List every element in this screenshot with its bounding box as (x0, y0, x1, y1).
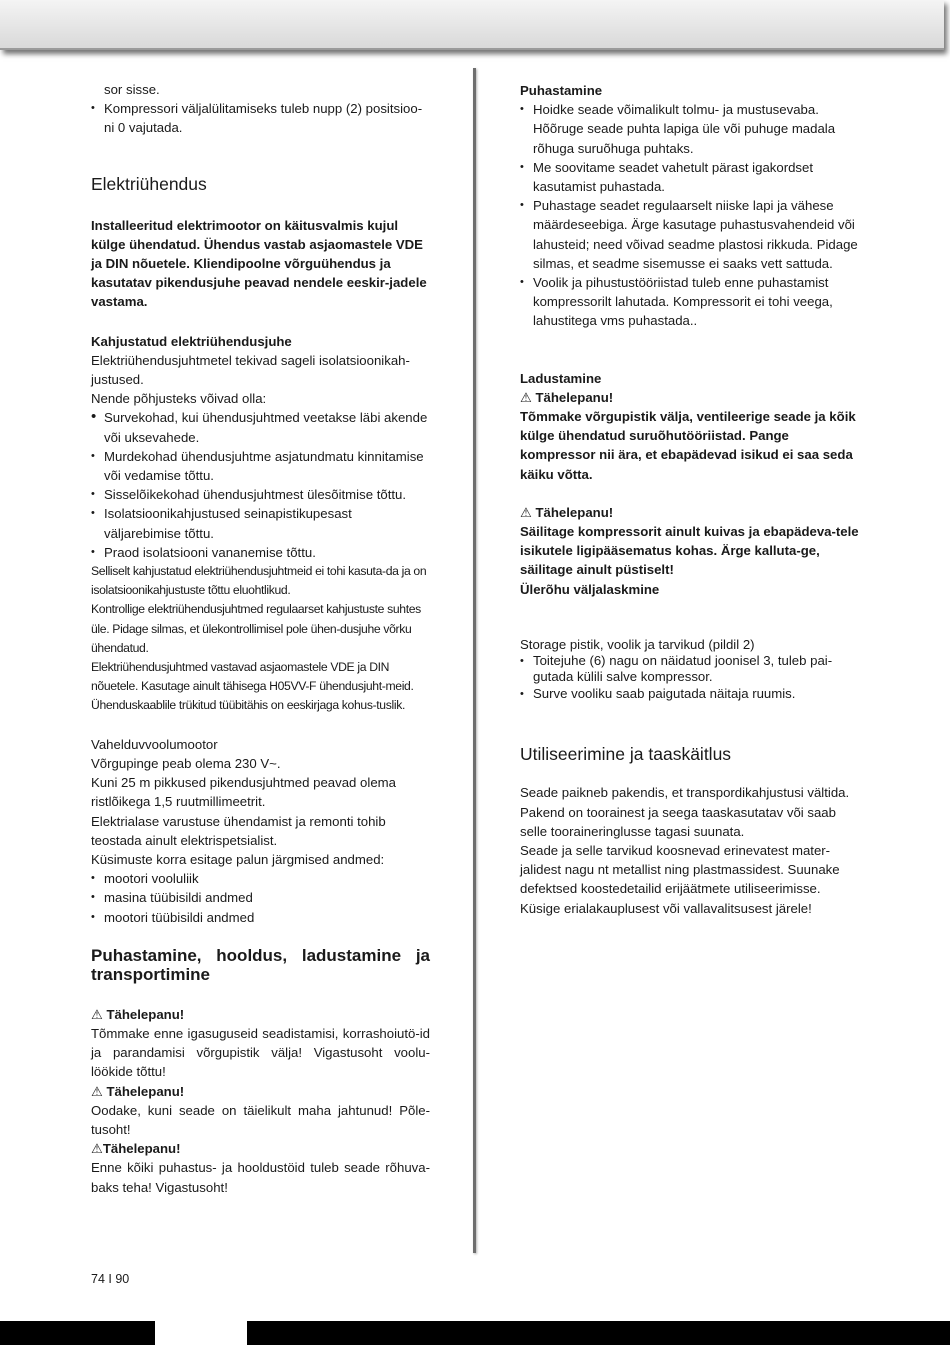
list-item: • Toitejuhe (6) nagu on näidatud joonisel 3, tuleb pai-gutada külili salve kompressor. (520, 653, 859, 686)
list-item: • Murdekohad ühendusjuhtme asjatundmatu kinnitamise või vedamise tõttu. (91, 447, 430, 485)
list-item: • Surve vooliku saab paigutada näitaja ruumis. (520, 686, 859, 703)
page-number: 74 I 90 (91, 1272, 130, 1286)
left-column (91, 80, 430, 1197)
util-text: Seade paikneb pakendis, et transpordikahjustusi vältida. Pakend on toorainest ja seega taaskasutatav või saab selle tooraineringlusse tagasi suunata. (520, 785, 850, 839)
storage-list (520, 653, 859, 703)
list-item: • Kompressori väljalülitamiseks tuleb nupp (2) positsioo-ni 0 vajutada. (91, 99, 430, 137)
storage-line: Storage pistik, voolik ja tarvikud (pildil 2) (520, 636, 755, 652)
damaged-list (91, 408, 430, 562)
damaged-note: Kontrollige elektriühendusjuhtmed regulaarset kahjustuste suhtes üle. Pidage silmas, et ülekontrollimisel pole ühen-dusjuhe võrku ühendatud. (91, 602, 421, 655)
warning-title: ⚠ Tähelepanu! (520, 504, 614, 520)
ac-list (91, 869, 430, 927)
list-item: • mootori vooluliik (91, 869, 430, 888)
section-heading-puhastamine-hooldus: Puhastamine, hooldus, ladustamine ja transportimine (91, 945, 430, 984)
list-item: • Isolatsioonikahjustused seinapistikupesast väljarebimise tõttu. (91, 504, 430, 542)
section-heading-utiliseerimine: Utiliseerimine ja taaskäitlus (520, 744, 732, 765)
util-text: Seade ja selle tarvikud koosnevad erinevatest mater-jalidest nagu nt metallist ning plastmassidest. Suunake defektsed koostedetailid erijäätmete utiliseerimisse. Küsige erialakauplusest või vallavalitsusest järele! (520, 842, 840, 916)
footer-gap (155, 1321, 247, 1345)
damaged-text: Nende põhjusteks võivad olla: (91, 391, 267, 407)
ac-title: Vahelduvvoolumootor (91, 736, 218, 752)
warning-title: ⚠ Tähelepanu! (520, 389, 614, 405)
list-item: • masina tüübisildi andmed (91, 888, 430, 907)
intro-continuation: sor sisse. (104, 82, 160, 97)
warning-text: Oodake, kuni seade on täielikult maha jahtunud! Põle-tusoht! (91, 1102, 430, 1137)
list-item: • mootori tüübisildi andmed (91, 908, 430, 927)
section-heading-elektriuhendus: Elektriühendus (91, 173, 207, 194)
damaged-heading: Kahjustatud elektriühendusjuhe (91, 333, 292, 349)
list-item: • Me soovitame seadet vahetult pärast igakordset kasutamist puhastada. (520, 158, 859, 196)
ac-line: Küsimuste korra esitage palun järgmised andmed: (91, 851, 385, 867)
warning-title: ⚠Tähelepanu! (91, 1141, 181, 1157)
list-item: • Praod isolatsiooni vananemise tõttu. (91, 543, 430, 562)
ac-line: Võrgupinge peab olema 230 V~. (91, 755, 281, 771)
warning-text: Tõmmake võrgupistik välja, ventileerige seade ja kõik külge ühendatud suruõhutööriistad. Pange kompressor nii ära, et ebapädevad isikud ei saa seda käiku võtta. (520, 409, 856, 482)
elec-bold-text: Installeeritud elektrimootor on käitusvalmis kujul külge ühendatud. Ühendus vastab asjaomastele VDE ja DIN nõuetele. Kliendipoolne võrguühendus ja kasutatav pikendusjuhe peavad nendele eeskir-jadele vastama. (91, 217, 427, 310)
damaged-note: Selliselt kahjustatud elektriühendusjuhtmeid ei tohi kasuta-da ja on isolatsioonikahjustuste tõttu eluohtlikud. (91, 564, 427, 598)
ac-line: Elektrialase varustuse ühendamist ja remonti tohib teostada ainult elektrispetsialist. (91, 813, 386, 848)
column-divider (473, 68, 476, 1253)
overpressure-heading: Ülerõhu väljalaskmine (520, 581, 660, 597)
warning-text: Säilitage kompressorit ainult kuivas ja ebapädeva-tele isikutele ligipääsematus kohas. Ärge kalluta-ge, säilitage ainult püstiselt! (520, 524, 859, 578)
list-item: • Puhastage seadet regulaarselt niiske lapi ja vähese määrdeseebiga. Ärge kasutage puhastusvahendeid või lahusteid; need võivad seadme plastosi rikkuda. Pidage silmas, et seadme sisemusse ei saaks vett sattuda. (520, 196, 859, 273)
list-item: • Voolik ja pihustustööriistad tuleb enne puhastamist kompressorilt lahutada. Kompressorit ei tohi veega, lahustitega vms puhastada.. (520, 273, 859, 331)
intro-list (91, 99, 430, 137)
puhastamine-heading: Puhastamine (520, 83, 603, 98)
damaged-text: Elektriühendusjuhtmetel tekivad sageli isolatsioonikah-justused. (91, 352, 410, 388)
warning-text: Enne kõiki puhastus- ja hooldustöid tuleb seade rõhuva-baks teha! Vigastusoht! (91, 1160, 430, 1195)
header-bar (0, 0, 944, 50)
warning-text: Tõmmake enne igasuguseid seadistamisi, korrashoiutö-id ja parandamisi võrgupistik välja! Vigastusoht voolu-löökide tõttu! (91, 1025, 430, 1080)
list-item: • Hoidke seade võimalikult tolmu- ja mustusevaba. Hõõruge seade puhta lapiga üle või puhuge madala rõhuga suruõhuga puhtaks. (520, 100, 859, 158)
damaged-note: Ühenduskaablile trükitud tüübitähis on eeskirjaga kohus-tuslik. (91, 698, 405, 713)
footer-bar (0, 1321, 950, 1345)
right-column (520, 81, 859, 918)
list-item: • Survekohad, kui ühendusjuhtmed veetakse läbi akende või uksevahede. (91, 408, 430, 446)
list-item: • Sisselõikekohad ühendusjuhtmest ülesõitmise tõttu. (91, 485, 430, 504)
warning-title: ⚠ Tähelepanu! (91, 1083, 185, 1099)
ladustamine-heading: Ladustamine (520, 370, 602, 386)
damaged-note: Elektriühendusjuhtmed vastavad asjaomastele VDE ja DIN nõuetele. Kasutage ainult tähisega H05VV-F ühendusjuht-meid. (91, 660, 414, 694)
ac-line: Kuni 25 m pikkused pikendusjuhtmed peavad olema ristlõikega 1,5 ruutmillimeetrit. (91, 775, 396, 810)
puhastamine-list (520, 100, 859, 330)
warning-title: ⚠ Tähelepanu! (91, 1006, 185, 1022)
